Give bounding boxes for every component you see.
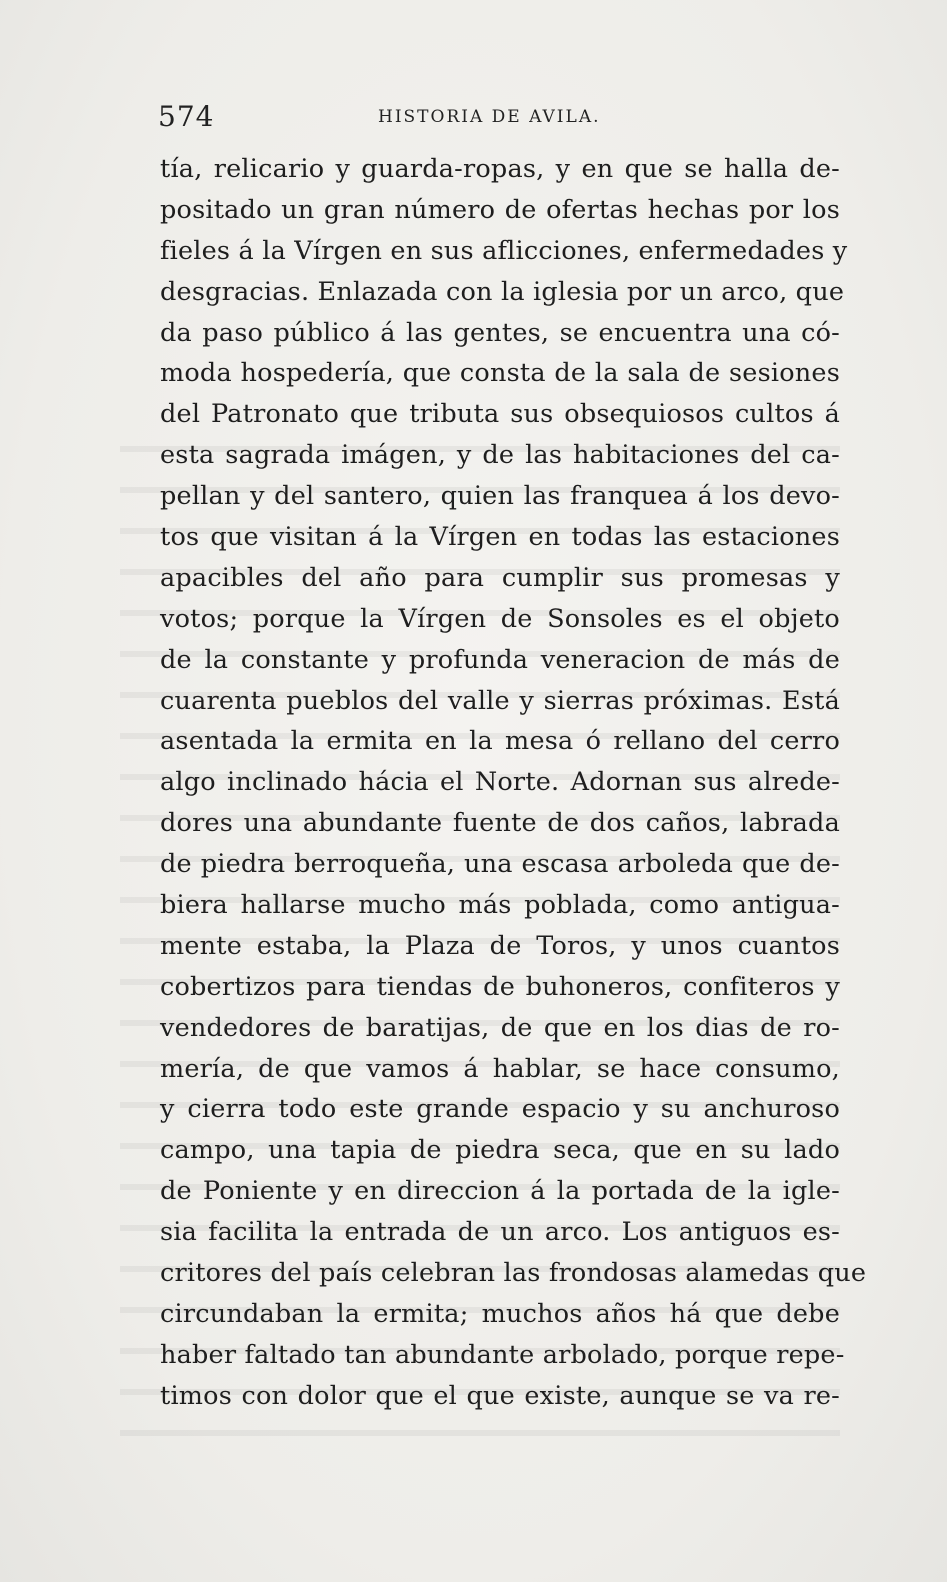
text-line: tos que visitan á la Vírgen en todas las estaciones xyxy=(160,522,840,553)
text-line: critores del país celebran las frondosas alamedas que xyxy=(160,1258,867,1289)
body-text xyxy=(160,149,867,1417)
text-line: de Poniente y en direccion á la portada de la igle- xyxy=(160,1176,840,1207)
text-line: timos con dolor que el que existe, aunque se va re- xyxy=(160,1380,840,1411)
text-line: circundaban la ermita; muchos años há que debe xyxy=(160,1298,840,1329)
text-line: vendedores de baratijas, de que en los dias de ro- xyxy=(160,1012,840,1043)
text-line: pellan y del santero, quien las franquea á los devo- xyxy=(160,481,840,512)
text-line: dores una abundante fuente de dos caños, labrada xyxy=(160,808,840,839)
text-line: tía, relicario y guarda-ropas, y en que se halla de- xyxy=(160,154,840,184)
text-line: de piedra berroqueña, una escasa arboleda que de- xyxy=(160,849,840,880)
page-number: 574 xyxy=(158,100,215,133)
text-line: de la constante y profunda veneracion de más de xyxy=(160,644,840,675)
running-head: HISTORIA DE AVILA. xyxy=(378,107,601,127)
text-line: fieles á la Vírgen en sus aflicciones, enfermedades y xyxy=(160,235,848,266)
text-line: cobertizos para tiendas de buhoneros, confiteros y xyxy=(160,971,840,1002)
text-line: biera hallarse mucho más poblada, como antigua- xyxy=(160,890,840,921)
text-line: da paso público á las gentes, se encuentra una có- xyxy=(160,317,840,348)
text-line: apacibles del año para cumplir sus promesas y xyxy=(160,562,840,593)
text-line: algo inclinado hácia el Norte. Adornan sus alrede- xyxy=(160,767,840,798)
text-line: sia facilita la entrada de un arco. Los antiguos es- xyxy=(160,1217,840,1248)
text-line: esta sagrada imágen, y de las habitaciones del ca- xyxy=(160,440,840,471)
text-line: y cierra todo este grande espacio y su anchuroso xyxy=(160,1094,840,1125)
text-line: del Patronato que tributa sus obsequiosos cultos á xyxy=(160,399,840,430)
text-line: moda hospedería, que consta de la sala de sesiones xyxy=(160,358,840,389)
page-header xyxy=(158,100,838,136)
text-line: campo, una tapia de piedra seca, que en su lado xyxy=(160,1135,840,1166)
text-line: desgracias. Enlazada con la iglesia por un arco, que xyxy=(160,276,845,307)
text-line: mería, de que vamos á hablar, se hace consumo, xyxy=(160,1053,840,1084)
text-line: cuarenta pueblos del valle y sierras próximas. Está xyxy=(160,685,840,716)
text-line: votos; porque la Vírgen de Sonsoles es el objeto xyxy=(160,603,840,634)
text-line: positado un gran número de ofertas hechas por los xyxy=(160,194,840,225)
text-line: asentada la ermita en la mesa ó rellano del cerro xyxy=(160,726,840,757)
text-line: mente estaba, la Plaza de Toros, y unos cuantos xyxy=(160,930,840,961)
text-line: haber faltado tan abundante arbolado, porque repe- xyxy=(160,1339,845,1370)
